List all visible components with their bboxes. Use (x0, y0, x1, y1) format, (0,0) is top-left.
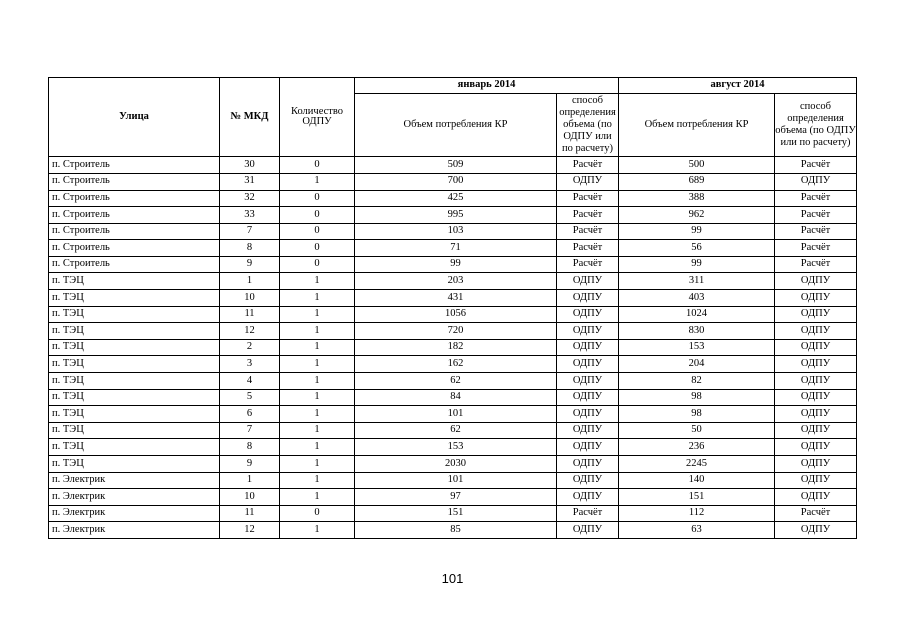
volume-january-cell: 995 (355, 207, 557, 224)
method-august-cell: Расчёт (775, 505, 857, 522)
method-january-cell: ОДПУ (557, 273, 619, 290)
volume-august-cell: 689 (619, 173, 775, 190)
table-row (49, 406, 857, 423)
header-method-august: способ определения объема (по ОДПУ или по расчету) (775, 94, 857, 157)
volume-august-cell: 82 (619, 373, 775, 390)
table-row (49, 439, 857, 456)
street-cell: п. ТЭЦ (49, 373, 220, 390)
method-january-cell: ОДПУ (557, 290, 619, 307)
method-august-cell: ОДПУ (775, 273, 857, 290)
method-january-cell: Расчёт (557, 505, 619, 522)
odpu-count-cell: 1 (280, 389, 355, 406)
mkd-cell: 32 (220, 190, 280, 207)
method-january-cell: ОДПУ (557, 389, 619, 406)
volume-august-cell: 2245 (619, 456, 775, 473)
method-january-cell: Расчёт (557, 223, 619, 240)
odpu-count-cell: 0 (280, 157, 355, 174)
odpu-count-cell: 0 (280, 505, 355, 522)
table-row (49, 290, 857, 307)
volume-january-cell: 720 (355, 323, 557, 340)
mkd-cell: 9 (220, 456, 280, 473)
volume-august-cell: 1024 (619, 306, 775, 323)
method-august-cell: Расчёт (775, 190, 857, 207)
volume-august-cell: 50 (619, 422, 775, 439)
odpu-count-cell: 1 (280, 439, 355, 456)
table-row (49, 223, 857, 240)
method-january-cell: ОДПУ (557, 472, 619, 489)
street-cell: п. ТЭЦ (49, 356, 220, 373)
header-odpu-count: Количество ОДПУ (280, 78, 355, 157)
mkd-cell: 33 (220, 207, 280, 224)
method-august-cell: ОДПУ (775, 472, 857, 489)
table-row (49, 505, 857, 522)
method-august-cell: ОДПУ (775, 439, 857, 456)
street-cell: п. Электрик (49, 522, 220, 539)
method-august-cell: Расчёт (775, 207, 857, 224)
volume-january-cell: 153 (355, 439, 557, 456)
volume-january-cell: 97 (355, 489, 557, 506)
street-cell: п. ТЭЦ (49, 389, 220, 406)
method-january-cell: ОДПУ (557, 306, 619, 323)
odpu-count-cell: 0 (280, 256, 355, 273)
volume-january-cell: 425 (355, 190, 557, 207)
odpu-count-cell: 1 (280, 273, 355, 290)
odpu-count-cell: 1 (280, 356, 355, 373)
table-row (49, 190, 857, 207)
street-cell: п. ТЭЦ (49, 456, 220, 473)
odpu-count-cell: 1 (280, 323, 355, 340)
odpu-count-cell: 1 (280, 489, 355, 506)
table-row (49, 489, 857, 506)
method-august-cell: ОДПУ (775, 356, 857, 373)
odpu-count-cell: 1 (280, 406, 355, 423)
header-street: Улица (49, 78, 220, 157)
odpu-count-cell: 0 (280, 240, 355, 257)
method-january-cell: Расчёт (557, 207, 619, 224)
mkd-cell: 10 (220, 489, 280, 506)
mkd-cell: 4 (220, 373, 280, 390)
volume-january-cell: 151 (355, 505, 557, 522)
odpu-count-cell: 0 (280, 190, 355, 207)
volume-august-cell: 99 (619, 223, 775, 240)
method-august-cell: Расчёт (775, 157, 857, 174)
method-january-cell: ОДПУ (557, 439, 619, 456)
table-row (49, 373, 857, 390)
odpu-count-cell: 1 (280, 290, 355, 307)
mkd-cell: 10 (220, 290, 280, 307)
volume-august-cell: 388 (619, 190, 775, 207)
table-row (49, 207, 857, 224)
table-row (49, 339, 857, 356)
method-january-cell: ОДПУ (557, 522, 619, 539)
method-january-cell: Расчёт (557, 240, 619, 257)
street-cell: п. Строитель (49, 157, 220, 174)
method-august-cell: ОДПУ (775, 406, 857, 423)
table-row (49, 472, 857, 489)
volume-august-cell: 99 (619, 256, 775, 273)
odpu-count-cell: 0 (280, 207, 355, 224)
street-cell: п. Электрик (49, 489, 220, 506)
street-cell: п. Строитель (49, 256, 220, 273)
method-january-cell: Расчёт (557, 256, 619, 273)
mkd-cell: 11 (220, 306, 280, 323)
table-row (49, 256, 857, 273)
odpu-count-cell: 1 (280, 522, 355, 539)
volume-january-cell: 162 (355, 356, 557, 373)
table-body (49, 157, 857, 539)
mkd-cell: 6 (220, 406, 280, 423)
volume-january-cell: 62 (355, 422, 557, 439)
header-month-august: август 2014 (619, 78, 857, 94)
volume-january-cell: 700 (355, 173, 557, 190)
method-august-cell: Расчёт (775, 240, 857, 257)
table-row (49, 456, 857, 473)
method-january-cell: Расчёт (557, 190, 619, 207)
volume-august-cell: 98 (619, 406, 775, 423)
method-january-cell: Расчёт (557, 157, 619, 174)
mkd-cell: 31 (220, 173, 280, 190)
volume-august-cell: 962 (619, 207, 775, 224)
street-cell: п. Строитель (49, 207, 220, 224)
header-mkd: № МКД (220, 78, 280, 157)
header-volume-january: Объем потребления КР (355, 94, 557, 157)
volume-january-cell: 431 (355, 290, 557, 307)
volume-january-cell: 101 (355, 406, 557, 423)
method-january-cell: ОДПУ (557, 323, 619, 340)
odpu-count-cell: 1 (280, 456, 355, 473)
method-august-cell: ОДПУ (775, 456, 857, 473)
odpu-count-cell: 1 (280, 472, 355, 489)
volume-january-cell: 85 (355, 522, 557, 539)
volume-january-cell: 101 (355, 472, 557, 489)
consumption-table (48, 77, 857, 539)
method-january-cell: ОДПУ (557, 173, 619, 190)
mkd-cell: 8 (220, 240, 280, 257)
method-august-cell: ОДПУ (775, 173, 857, 190)
mkd-cell: 1 (220, 472, 280, 489)
volume-january-cell: 84 (355, 389, 557, 406)
volume-august-cell: 153 (619, 339, 775, 356)
volume-january-cell: 103 (355, 223, 557, 240)
method-january-cell: ОДПУ (557, 489, 619, 506)
street-cell: п. Строитель (49, 173, 220, 190)
method-january-cell: ОДПУ (557, 422, 619, 439)
mkd-cell: 30 (220, 157, 280, 174)
table-row (49, 389, 857, 406)
volume-august-cell: 311 (619, 273, 775, 290)
method-january-cell: ОДПУ (557, 356, 619, 373)
table-row (49, 157, 857, 174)
mkd-cell: 9 (220, 256, 280, 273)
volume-august-cell: 204 (619, 356, 775, 373)
mkd-cell: 12 (220, 522, 280, 539)
table-row (49, 306, 857, 323)
volume-august-cell: 112 (619, 505, 775, 522)
street-cell: п. Строитель (49, 240, 220, 257)
method-august-cell: ОДПУ (775, 522, 857, 539)
street-cell: п. ТЭЦ (49, 422, 220, 439)
method-august-cell: ОДПУ (775, 422, 857, 439)
volume-august-cell: 151 (619, 489, 775, 506)
volume-august-cell: 500 (619, 157, 775, 174)
volume-january-cell: 182 (355, 339, 557, 356)
volume-august-cell: 403 (619, 290, 775, 307)
method-january-cell: ОДПУ (557, 373, 619, 390)
table-header (49, 78, 857, 157)
mkd-cell: 11 (220, 505, 280, 522)
header-method-january: способ определения объема (по ОДПУ или по расчету) (557, 94, 619, 157)
volume-january-cell: 509 (355, 157, 557, 174)
volume-january-cell: 1056 (355, 306, 557, 323)
mkd-cell: 1 (220, 273, 280, 290)
volume-january-cell: 62 (355, 373, 557, 390)
street-cell: п. ТЭЦ (49, 273, 220, 290)
mkd-cell: 7 (220, 223, 280, 240)
street-cell: п. ТЭЦ (49, 290, 220, 307)
street-cell: п. ТЭЦ (49, 339, 220, 356)
volume-august-cell: 56 (619, 240, 775, 257)
mkd-cell: 8 (220, 439, 280, 456)
odpu-count-cell: 1 (280, 339, 355, 356)
table-row (49, 273, 857, 290)
odpu-count-cell: 1 (280, 422, 355, 439)
method-august-cell: ОДПУ (775, 373, 857, 390)
mkd-cell: 7 (220, 422, 280, 439)
method-august-cell: ОДПУ (775, 290, 857, 307)
method-august-cell: ОДПУ (775, 306, 857, 323)
mkd-cell: 2 (220, 339, 280, 356)
table-row (49, 356, 857, 373)
volume-january-cell: 2030 (355, 456, 557, 473)
volume-august-cell: 236 (619, 439, 775, 456)
mkd-cell: 5 (220, 389, 280, 406)
table-row (49, 422, 857, 439)
table-row (49, 323, 857, 340)
volume-august-cell: 98 (619, 389, 775, 406)
street-cell: п. ТЭЦ (49, 306, 220, 323)
street-cell: п. ТЭЦ (49, 439, 220, 456)
table-row (49, 173, 857, 190)
volume-august-cell: 140 (619, 472, 775, 489)
method-august-cell: ОДПУ (775, 323, 857, 340)
mkd-cell: 3 (220, 356, 280, 373)
odpu-count-cell: 1 (280, 306, 355, 323)
method-january-cell: ОДПУ (557, 339, 619, 356)
method-august-cell: Расчёт (775, 223, 857, 240)
header-month-january: январь 2014 (355, 78, 619, 94)
table-row (49, 522, 857, 539)
street-cell: п. Строитель (49, 190, 220, 207)
odpu-count-cell: 0 (280, 223, 355, 240)
street-cell: п. ТЭЦ (49, 406, 220, 423)
method-august-cell: ОДПУ (775, 339, 857, 356)
method-january-cell: ОДПУ (557, 406, 619, 423)
volume-january-cell: 71 (355, 240, 557, 257)
mkd-cell: 12 (220, 323, 280, 340)
page-number: 101 (441, 571, 464, 586)
street-cell: п. Электрик (49, 505, 220, 522)
odpu-count-cell: 1 (280, 173, 355, 190)
method-august-cell: Расчёт (775, 256, 857, 273)
volume-august-cell: 63 (619, 522, 775, 539)
method-january-cell: ОДПУ (557, 456, 619, 473)
method-august-cell: ОДПУ (775, 389, 857, 406)
table-row (49, 240, 857, 257)
odpu-count-cell: 1 (280, 373, 355, 390)
header-volume-august: Объем потребления КР (619, 94, 775, 157)
method-august-cell: ОДПУ (775, 489, 857, 506)
volume-august-cell: 830 (619, 323, 775, 340)
volume-january-cell: 99 (355, 256, 557, 273)
street-cell: п. Строитель (49, 223, 220, 240)
street-cell: п. Электрик (49, 472, 220, 489)
volume-january-cell: 203 (355, 273, 557, 290)
street-cell: п. ТЭЦ (49, 323, 220, 340)
